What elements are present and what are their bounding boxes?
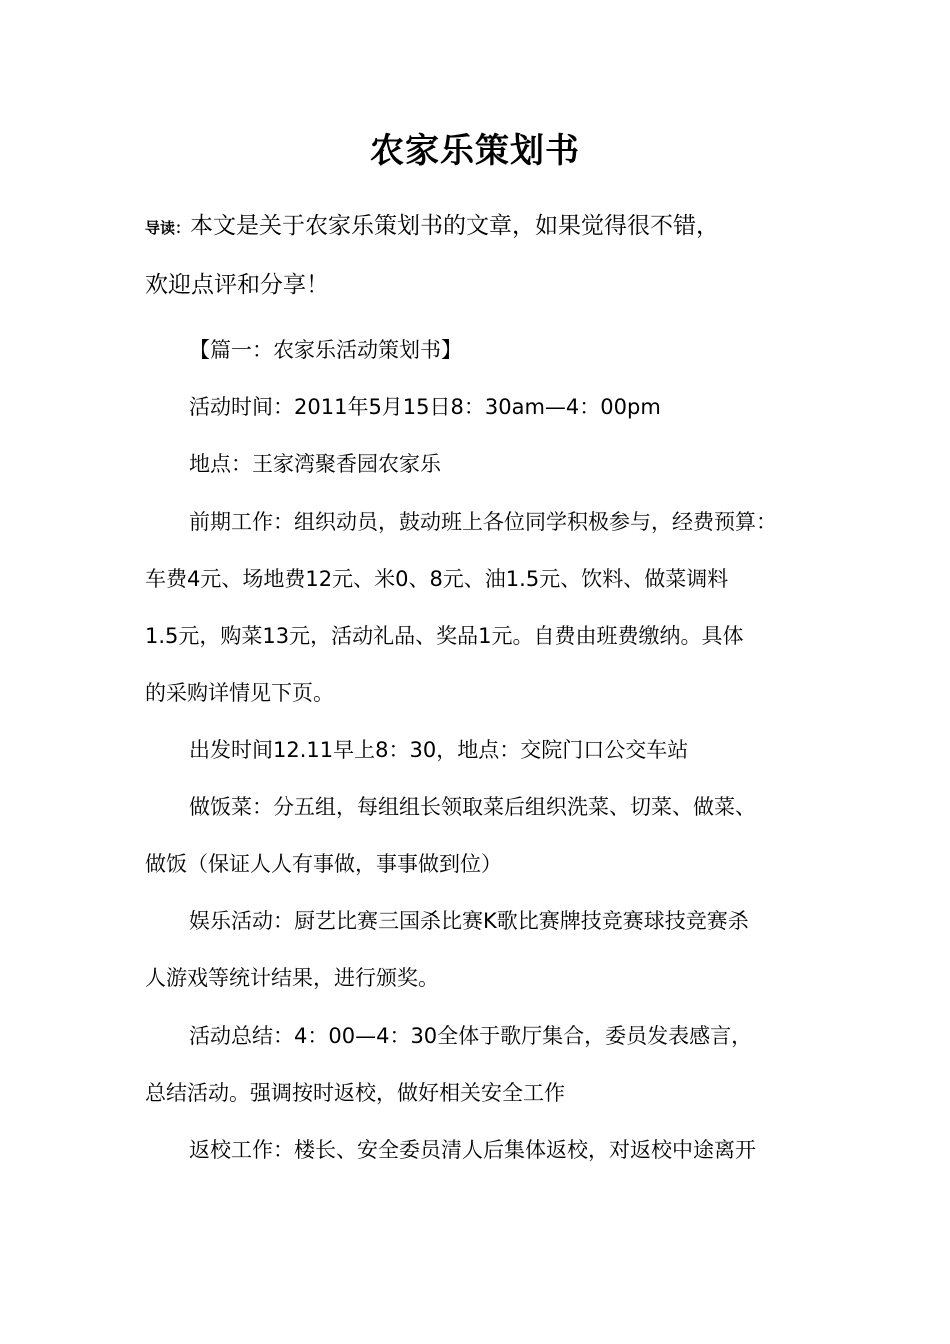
intro-paragraph xyxy=(145,198,805,314)
intro-text: 本文是关于农家乐策划书的文章，如果觉得很不错， xyxy=(190,213,720,239)
paragraph-line: 返校工作：楼长、安全委员清人后集体返校，对返校中途离开 xyxy=(189,1138,756,1162)
paragraph-line: 活动时间：2011年5月15日8：30am—4：00pm xyxy=(189,395,661,419)
paragraph-line: 地点：王家湾聚香园农家乐 xyxy=(189,452,441,476)
intro-label: 导读： xyxy=(145,219,191,237)
paragraph-line: 人游戏等统计结果，进行颁奖。 xyxy=(145,966,439,990)
paragraph-line: 娱乐活动：厨艺比赛三国杀比赛K歌比赛牌技竞赛球技竞赛杀 xyxy=(189,909,749,933)
paragraph-line: 活动总结：4：00—4：30全体于歌厅集合，委员发表感言， xyxy=(189,1024,753,1048)
paragraph-line: 总结活动。强调按时返校，做好相关安全工作 xyxy=(145,1081,565,1105)
paragraph-line: 1.5元，购菜13元，活动礼品、奖品1元。自费由班费缴纳。具体 xyxy=(145,624,744,648)
paragraph-line: 的采购详情见下页。 xyxy=(145,681,334,705)
paragraph-line: 前期工作：组织动员，鼓动班上各位同学积极参与，经费预算： xyxy=(189,510,777,534)
section-heading: 【篇一：农家乐活动策划书】 xyxy=(189,338,462,362)
paragraph-line: 车费4元、场地费12元、米0、8元、油1.5元、饮料、做菜调料 xyxy=(145,567,729,591)
paragraph-line: 做饭（保证人人有事做，事事做到位） xyxy=(145,852,502,876)
document-title: 农家乐策划书 xyxy=(370,131,580,171)
intro-text-line2: 欢迎点评和分享！ xyxy=(145,272,329,298)
paragraph-line: 出发时间12.11早上8：30，地点：交院门口公交车站 xyxy=(189,738,689,762)
paragraph-line: 做饭菜：分五组，每组组长领取菜后组织洗菜、切菜、做菜、 xyxy=(189,795,756,819)
